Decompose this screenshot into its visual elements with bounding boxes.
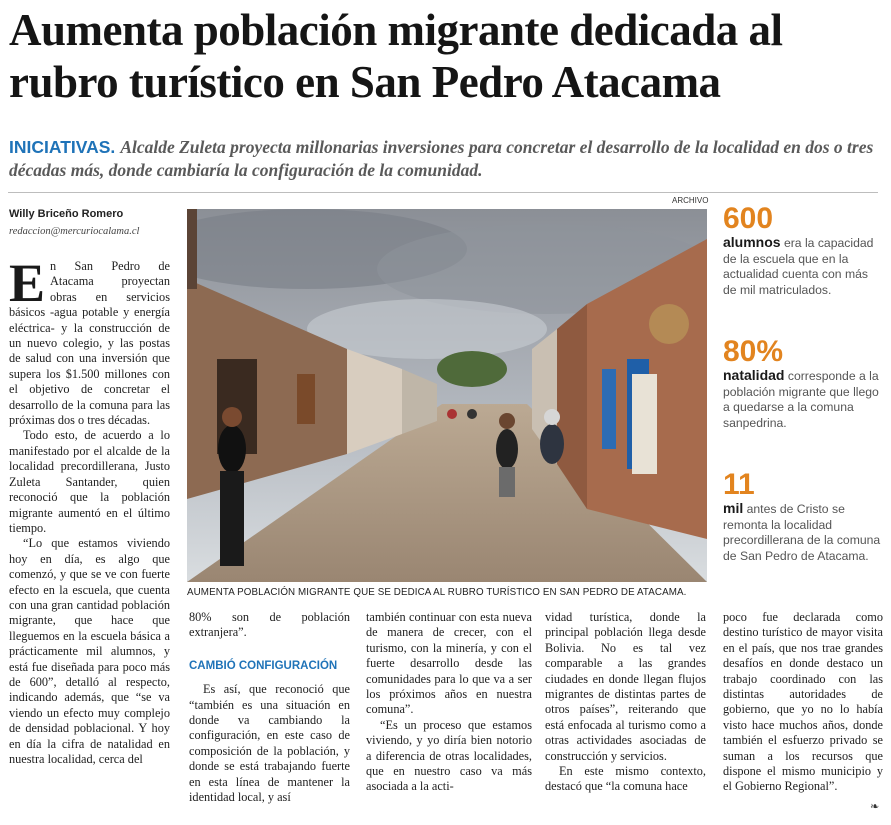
stat-11 (723, 469, 883, 564)
dropcap: E (9, 253, 46, 313)
paragraph-3: “Lo que estamos viviendo hoy en día, es algo que comenzó, y que se ve con fuerte efecto en la escuela, que cuenta con una gran cantidad población migrante, que hace que lleguemos en la escuela básica a prácticamente mil alumnos, y está fue diseñada para poco más de 600”, detalló al respecto, indicando además, que “se va viendo un efecto muy complejo de densidad poblacional. Y hoy en día la cifra de natalidad en nuestra localidad, cerca del (9, 536, 170, 766)
stat-600 (723, 203, 883, 298)
photo-caption: AUMENTA POBLACIÓN MIGRANTE QUE SE DEDICA AL RUBRO TURÍSTICO EN SAN PEDRO DE ATACAMA. (187, 587, 687, 598)
byline-author: Willy Briceño Romero (9, 208, 124, 220)
paragraph-2: Todo esto, de acuerdo a lo manifestado por el alcalde de la localidad precordillerana, Justo Zuleta Santander, quien reconoció que la población migrante aumentó en el último tiempo. (9, 428, 170, 535)
headline: Aumenta población migrante dedicada al rubro turístico en San Pedro Atacama (9, 5, 783, 107)
paragraph-4: 80% son de población extranjera”. (189, 610, 350, 640)
end-mark-icon: ❧ (870, 800, 880, 813)
stat-80-percent (723, 336, 883, 431)
stat-text: natalidad corresponde a la población migrante que llego a quedarse a la comuna sanpedrina. (723, 367, 879, 430)
paragraph-10: poco fue declarada como destino turístico de mayor visita en el país, que nos trae grandes desafíos en donde destaco un trabajo coordinado con las distintas autoridades de gobierno, que yo no lo había visto hace muchos años, donde también el esfuerzo privado se suman a los recursos que dispone el mismo municipio y el Gobierno Regional”. (723, 610, 883, 794)
paragraph-8: vidad turística, donde la principal población llega desde Bolivia. No es tal vez comparable a las grandes ciudades en donde llegan flujos migrantes de distintas partes de otros países”, reiterando que está enfocada al turismo como a otras actividades asociadas de construcción y servicios. (545, 610, 706, 763)
paragraph-9: En este mismo contexto, destacó que “la comuna hace (545, 764, 706, 794)
stat-number: 600 (723, 202, 774, 235)
paragraph-5: Es así, que reconoció que “también es una situación en donde va cambiando la configuración, en este caso de composición de la población, y donde se está trabajando fuerte en esta línea de mantener la identidad local, y así (189, 682, 350, 805)
lead-kicker: INICIATIVAS. (9, 137, 116, 157)
header-divider (8, 192, 878, 193)
stat-text: alumnos era la capacidad de la escuela que en la actualidad cuenta con más de mil matriculados. (723, 234, 874, 297)
article-column-5 (723, 610, 883, 795)
section-subhead: CAMBIÓ CONFIGURACIÓN (189, 659, 338, 672)
photo-credit: ARCHIVO (672, 196, 709, 205)
paragraph-6: también continuar con esta nueva de manera de crecer, con el turismo, con la minería, y con el fuerte desarrollo desde las comunidades para lo que va a ser los próximos años en nuestra comuna”. (366, 610, 532, 717)
article-column-3 (366, 610, 532, 795)
stat-text: mil antes de Cristo se remonta la localidad precordillerana de la comuna de San Pedro de Atacama. (723, 500, 881, 563)
article-column-4 (545, 610, 706, 795)
lead-text: Alcalde Zuleta proyecta millonarias inversiones para concretar el desarrollo de la localidad en dos o tres décadas más, donde cambiaría la configuración de la comunidad. (9, 137, 874, 180)
street-photo (187, 209, 707, 582)
article-column-1 (9, 253, 170, 767)
stat-number: 11 (723, 468, 755, 501)
paragraph-7: “Es un proceso que estamos viviendo, y yo diría bien notorio a diferencia de otras localidades, que en nuestro caso va más asociada a la acti- (366, 717, 532, 794)
stat-number: 80% (723, 335, 784, 368)
lead-paragraph (9, 136, 877, 182)
street-scene-image (187, 209, 707, 582)
article-column-2 (189, 610, 350, 805)
byline-email[interactable]: redaccion@mercuriocalama.cl (9, 226, 140, 237)
paragraph-1: En San Pedro de Atacama proyectan obras en servicios básicos -agua potable y energía eléctrica- y la construcción de un nuevo colegio, y las postas de salud con una inversión que supera los $1.500 millones con el objetivo de concretar el desarrollo de la comuna para las próximas dos o tres décadas. (9, 253, 170, 428)
